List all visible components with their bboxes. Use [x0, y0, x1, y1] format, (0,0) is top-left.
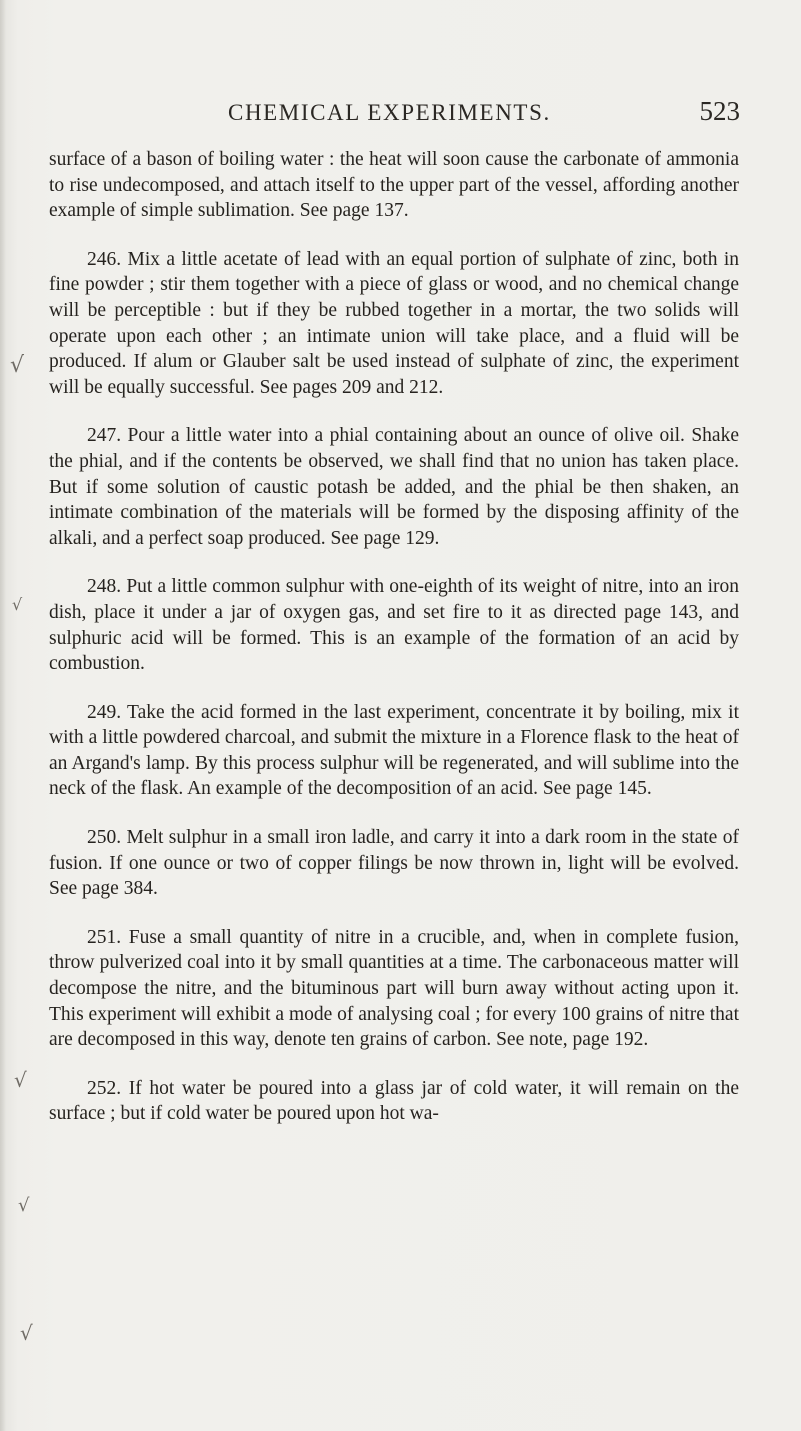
paragraph-249: 249. Take the acid formed in the last experiment, concentrate it by boiling, mix it with a little powdered charcoal, and submit the mixture in a Florence flask to the heat of an Argand's lamp. By this process sulphur will be regenerated, and will sublime into the neck of the flask. An example of the decomposition of an acid. See page 145. — [49, 701, 739, 800]
paragraph-246: 246. Mix a little acetate of lead with an equal portion of sulphate of zinc, both in fine powder ; stir them together with a piece of glass or wood, and no chemical change will be perceptible : but if they be rubbed together in a mortar, the two solids will operate upon each other ; an intimate union will take place, and a fluid will be produced. If alum or Glauber salt be used instead of sulphate of zinc, the experiment will be equally successful. See pages 209 and 212. — [49, 248, 739, 398]
paragraph-252: 252. If hot water be poured into a glass jar of cold water, it will remain on the surface ; but if cold water be poured upon hot wa- — [49, 1077, 739, 1125]
paragraph-247: 247. Pour a little water into a phial containing about an ounce of olive oil. Shake the phial, and if the contents be observed, we shall find that no union has taken place. But if some solution of caustic potash be added, and the phial be then shaken, an intimate combination of the materials will be formed by the disposing affinity of the alkali, and a perfect soap produced. See page 129. — [49, 425, 739, 549]
page-edge-shadow — [0, 0, 6, 1431]
check-mark-icon: √ — [12, 595, 23, 614]
paragraph-continuation: surface of a bason of boiling water : the heat will soon cause the carbonate of ammonia to rise undecomposed, and attach itself to the upper part of the vessel, affording another example of simple sublimation. See page 137. — [49, 149, 739, 222]
paragraph-251: 251. Fuse a small quantity of nitre in a crucible, and, when in complete fusion, throw pulverized coal into it by small quantities at a time. The carbonaceous matter will decompose the nitre, and the bituminous part will burn away without acting upon it. This experiment will exhibit a mode of analysing coal ; for every 100 grains of nitre that are decomposed in this way, denote ten grains of carbon. See note, page 192. — [49, 926, 739, 1051]
paragraph-250: 250. Melt sulphur in a small iron ladle, and carry it into a dark room in the state of fusion. If one ounce or two of copper filings be now thrown in, light will be evolved. See page 384. — [49, 827, 739, 900]
check-mark-icon: √ — [10, 353, 25, 378]
check-mark-icon: √ — [20, 1321, 33, 1345]
running-title: CHEMICAL EXPERIMENTS. — [228, 100, 551, 125]
paragraph-248: 248. Put a little common sulphur with one-eighth of its weight of nitre, into an iron dish, place it under a jar of oxygen gas, and set fire to it as directed page 143, and sulphuric acid will be formed. This is an example of the formation of an acid by combustion. — [49, 576, 739, 675]
check-mark-icon: √ — [18, 1195, 30, 1216]
page-header — [60, 96, 740, 136]
check-mark-icon: √ — [14, 1068, 27, 1092]
page-body — [49, 147, 739, 1150]
page-number: 523 — [699, 96, 740, 126]
